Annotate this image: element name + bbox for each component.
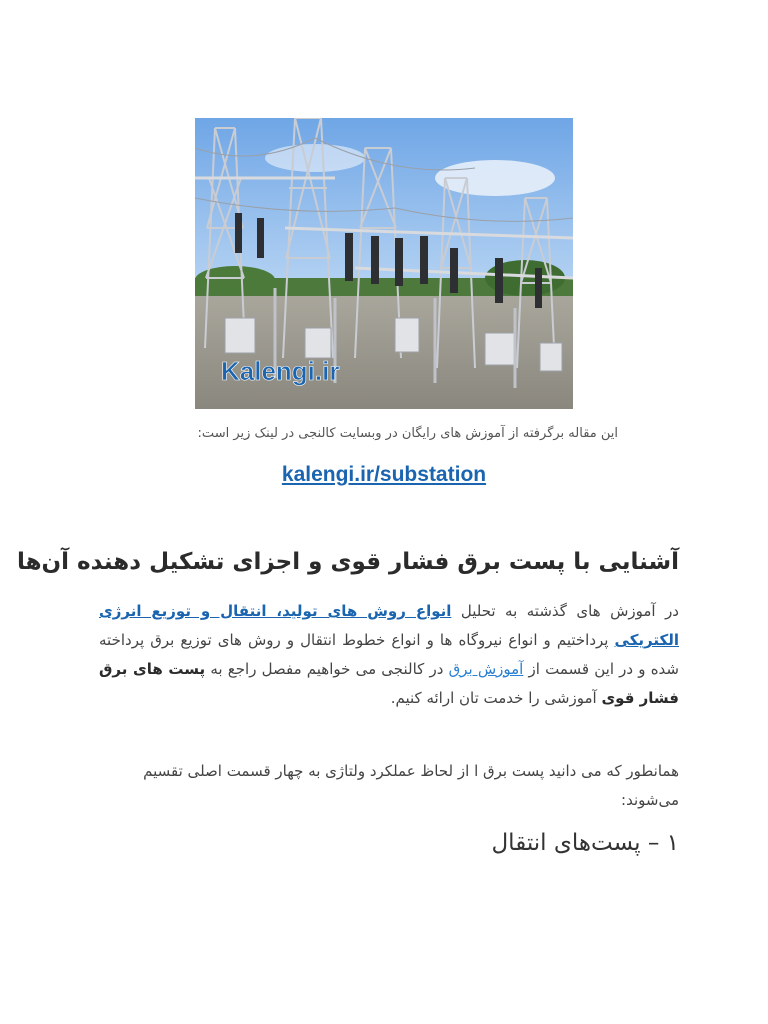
intro-paragraph: [99, 597, 679, 713]
section-heading: ۱ – پست‌های انتقال: [491, 830, 679, 856]
source-note: این مقاله برگرفته از آموزش های رایگان در وبسایت کالنجی در لینک زیر است:: [197, 426, 618, 441]
substation-photo: [195, 118, 573, 409]
types-intro-paragraph: همانطور که می دانید پست برق ا از لحاظ عملکرد ولتاژی به چهار قسمت اصلی تقسیم می‌شوند:: [143, 762, 679, 809]
kalengi-watermark-logo: [221, 356, 339, 386]
energy-methods-link[interactable]: انواع روش های تولید، انتقال و توزیع انرژی الکتریکی: [99, 602, 679, 649]
source-link[interactable]: kalengi.ir/substation: [281, 463, 487, 486]
intro-bold-term: پست های برق فشار قوی: [99, 660, 679, 707]
article-title: آشنایی با پست برق فشار قوی و اجزای تشکیل دهنده آن‌ها: [16, 549, 679, 575]
intro-text-2: پرداختیم و انواع نیروگاه ها و انواع خطوط انتقال و روش های توزیع برق پرداخته شده و در این قسمت از: [99, 631, 679, 678]
intro-text-1: در آموزش های گذشته به تحلیل: [451, 602, 679, 620]
electrical-training-link[interactable]: آموزش برق: [448, 660, 524, 678]
intro-text-3: در کالنجی می خواهیم مفصل راجع به: [205, 660, 449, 678]
intro-text-4: آموزشی را خدمت تان ارائه کنیم.: [390, 689, 602, 707]
watermark-text: Kalengi.ir: [221, 356, 340, 386]
